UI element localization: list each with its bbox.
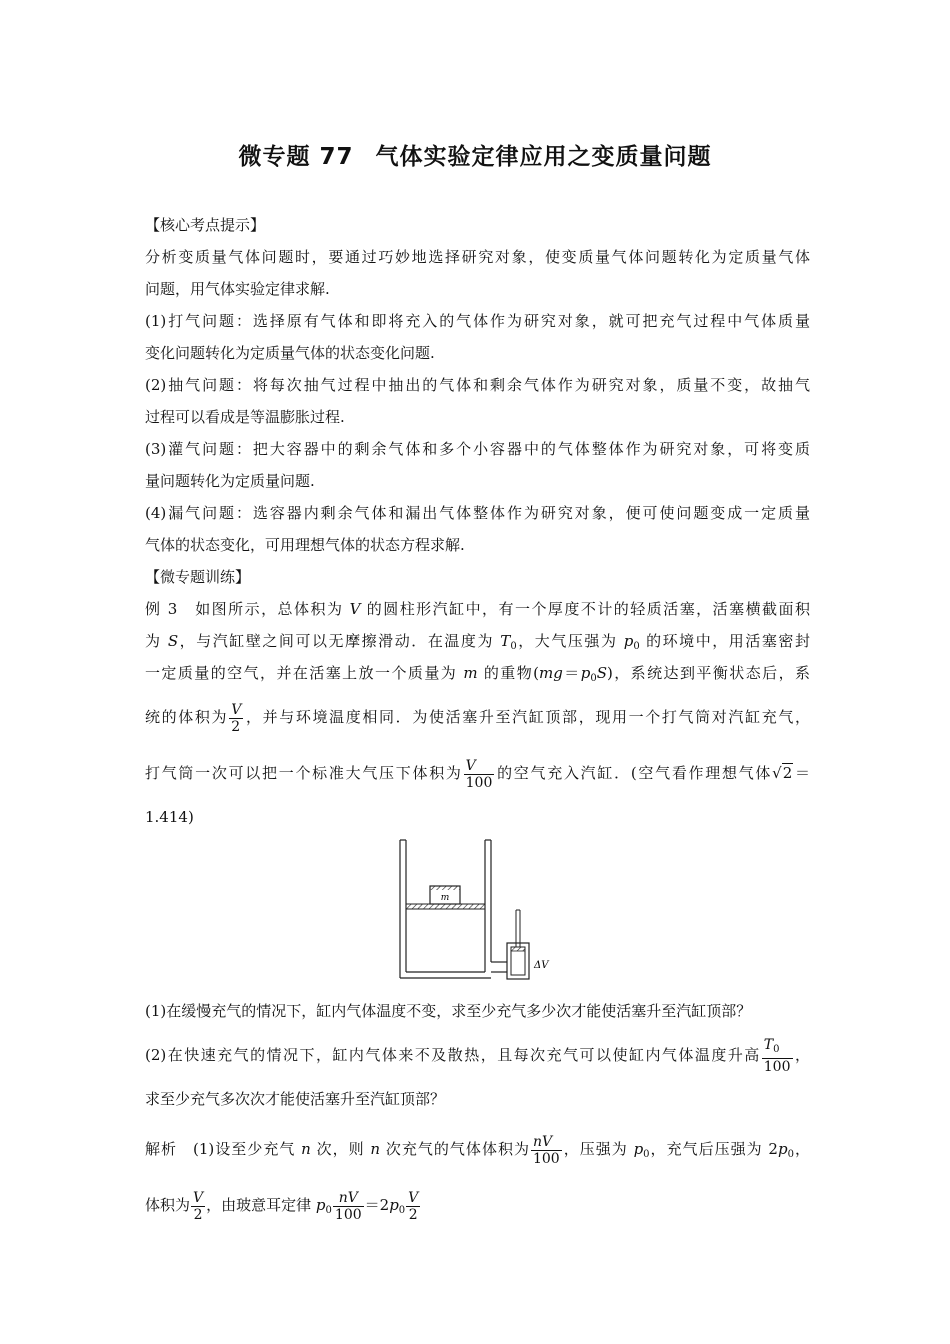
cylinder-pump-diagram <box>395 835 560 985</box>
fraction-v-over-2: $\frac{V}{2}$ <box>231 701 242 735</box>
example-line-3: 一定质量的空气，并在活塞上放一个质量为 m 的重物$(mg=p_0S)$，系统达到平衡状态后，系 <box>145 664 810 684</box>
core-section <box>145 209 810 833</box>
page-title <box>0 138 950 171</box>
example-line-5: 打气筒一次可以把一个标准大气压下体积为 $\frac{V}{100}$ 的空气充入汽缸．(空气看作理想气体√2＝ <box>145 745 810 801</box>
questions-section <box>145 995 810 1233</box>
example-line-4: 统的体积为 $\frac{V}{2}$ ，并与环境温度相同．为使活塞升至汽缸顶部，现用一个打气筒对汽缸充气， <box>145 701 810 735</box>
example-line-6: 1.414) <box>145 808 194 826</box>
fraction-v-over-100: $\frac{V}{100}$ <box>465 757 493 791</box>
intro-line-2: 问题，用气体实验定律求解. <box>145 280 330 298</box>
point-2-line-1: (2)抽气问题：将每次抽气过程中抽出的气体和剩余气体作为研究对象，质量不变，故抽气 <box>145 376 810 394</box>
point-2-line-2: 过程可以看成是等温膨胀过程. <box>145 408 345 426</box>
mass-label: m <box>440 893 450 903</box>
fraction-nv-over-100: $\frac{nV}{100}$ <box>532 1133 560 1167</box>
intro-line-1: 分析变质量气体问题时，要通过巧妙地选择研究对象，使变质量气体问题转化为定质量气体 <box>145 248 810 266</box>
section-heading-training: 【微专题训练】 <box>145 568 251 586</box>
point-3-line-2: 量问题转化为定质量问题. <box>145 472 315 490</box>
question-2-line-1: (2)在快速充气的情况下，缸内气体来不及散热，且每次充气可以使缸内气体温度升高 $\frac{T_0}{100}$ ， <box>145 1037 810 1075</box>
solution-line-2: 体积为 $\frac{V}{2}$ ，由玻意耳定律 $p_0$ $\frac{nV}{100}$ $=2p_0$ $\frac{V}{2}$ <box>145 1189 419 1223</box>
point-4-line-2: 气体的状态变化，可用理想气体的状态方程求解. <box>145 536 465 554</box>
section-heading-core: 【核心考点提示】 <box>145 216 266 234</box>
sqrt-2: √2 <box>772 764 793 782</box>
point-3-line-1: (3)灌气问题：把大容器中的剩余气体和多个小容器中的气体整体作为研究对象，可将变质 <box>145 440 810 458</box>
solution-line-1: 解析 (1)设至少充气 n 次，则 n 次充气的气体体积为 $\frac{nV}{100}$ ，压强为 $p_0$，充气后压强为 $2p_0$， <box>145 1133 810 1167</box>
title-part1: 微专题 77 <box>238 144 354 170</box>
title-part2: 气体实验定律应用之变质量问题 <box>375 144 712 170</box>
delta-v-label: ΔV <box>534 960 549 971</box>
pump-piston <box>511 947 525 951</box>
example-line-1: 例 3 如图所示，总体积为 V 的圆柱形汽缸中，有一个厚度不计的轻质活塞，活塞横截面积 <box>145 600 810 618</box>
fraction-t0-over-100: $\frac{T_0}{100}$ <box>763 1037 791 1075</box>
question-2-line-2: 求至少充气多次次才能使活塞升至汽缸顶部？ <box>145 1090 446 1108</box>
example-line-2: 为 S，与汽缸壁之间可以无摩擦滑动．在温度为 $T_0$，大气压强为 $p_0$ 的环境中，用活塞密封 <box>145 632 810 652</box>
piston <box>406 904 485 909</box>
point-1-line-1: (1)打气问题：选择原有气体和即将充入的气体作为研究对象，就可把充气过程中气体质量 <box>145 312 810 330</box>
question-1: (1)在缓慢充气的情况下，缸内气体温度不变，求至少充气多少次才能使活塞升至汽缸顶部？ <box>145 1002 752 1020</box>
point-4-line-1: (4)漏气问题：选容器内剩余气体和漏出气体整体作为研究对象，便可使问题变成一定质量 <box>145 504 810 522</box>
point-1-line-2: 变化问题转化为定质量气体的状态变化问题. <box>145 344 435 362</box>
